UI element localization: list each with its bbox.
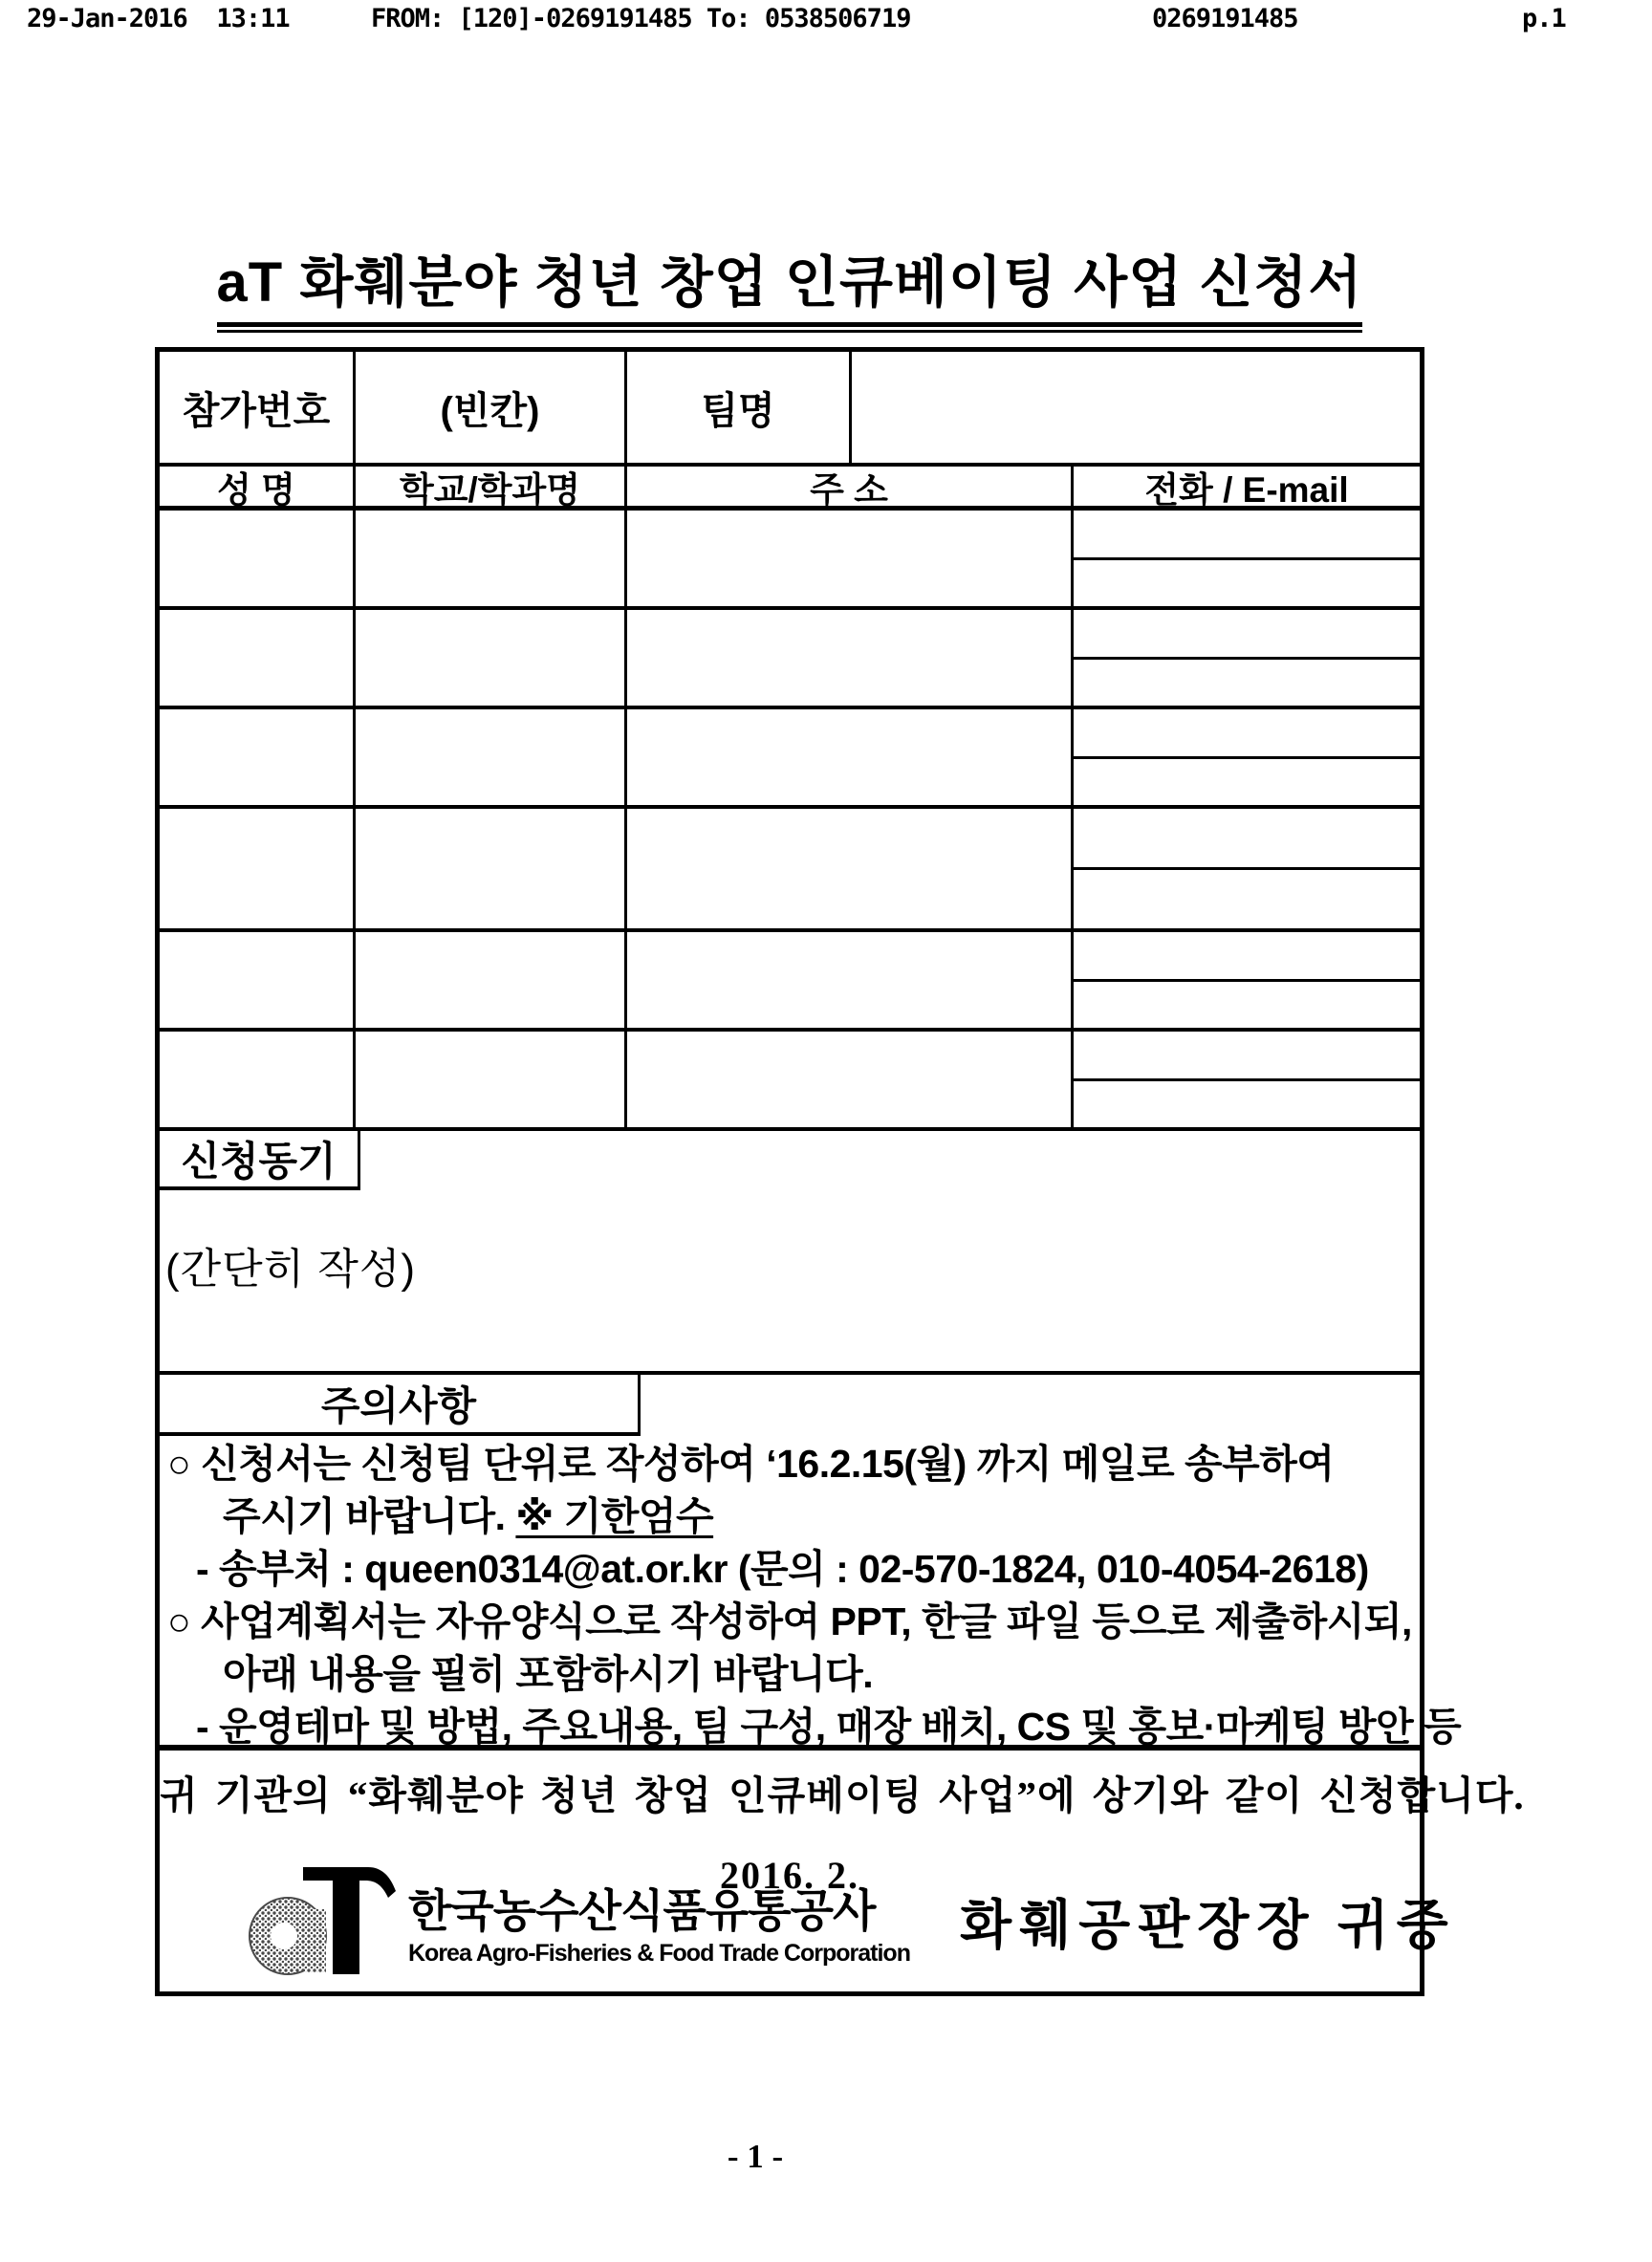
table-row: [160, 932, 1420, 1032]
member-address-cell[interactable]: [627, 932, 1074, 1028]
notice-item: [167, 1701, 1462, 1753]
organization-name-en: Korea Agro-Fisheries & Food Trade Corporation: [408, 1940, 910, 1967]
notice-item: [167, 1543, 1416, 1596]
member-email-cell[interactable]: [1074, 982, 1420, 1029]
notice-item: [167, 1596, 1416, 1648]
table-row: [160, 511, 1420, 610]
fax-number: 0269191485: [1152, 4, 1298, 33]
notice-item-text: ○ 신청서는 신청팀 단위로 작성하여 ‘16.2.15(월) 까지 메일로 송부하여: [167, 1442, 1335, 1486]
organization-names: [408, 1876, 910, 1968]
notice-item: [167, 1490, 1416, 1543]
member-contact-cell: [1074, 610, 1420, 706]
member-phone-cell[interactable]: [1074, 610, 1420, 660]
member-table-header: [160, 467, 1420, 511]
member-address-cell[interactable]: [627, 809, 1074, 928]
notice-item-text: 주시기 바랍니다.: [223, 1494, 516, 1538]
participant-no-value[interactable]: (빈칸): [356, 352, 627, 463]
member-school-cell[interactable]: [356, 709, 627, 805]
member-phone-cell[interactable]: [1074, 932, 1420, 982]
column-header-name: 성 명: [160, 467, 356, 506]
member-phone-cell[interactable]: [1074, 709, 1420, 759]
member-contact-cell: [1074, 511, 1420, 606]
column-header-address: 주 소: [627, 467, 1074, 506]
table-row: [160, 610, 1420, 709]
notice-item-text: 아래 내용을 필히 포함하시기 바랍니다.: [223, 1652, 874, 1696]
recipient-title: 화훼공판장장 귀중: [959, 1897, 1456, 1956]
notice-item: [167, 1648, 1416, 1701]
document-title-wrap: [155, 237, 1424, 333]
page-title: aT 화훼분야 청년 창업 인큐베이팅 사업 신청서: [217, 237, 1363, 327]
member-school-cell[interactable]: [356, 1032, 627, 1127]
table-row: [160, 709, 1420, 809]
member-email-cell[interactable]: [1074, 560, 1420, 607]
member-phone-cell[interactable]: [1074, 1032, 1420, 1081]
table-row: [160, 809, 1420, 932]
participant-row: [160, 352, 1420, 467]
title-double-underline: [217, 237, 1363, 333]
notice-item-text: - 운영테마 및 방법, 주요내용, 팀 구성, 매장 배치, CS 및 홍보·마케팅 방안 등: [196, 1705, 1462, 1749]
team-name-label: 팀명: [627, 352, 852, 463]
deadline-underlined-text: ※ 기한엄수: [515, 1494, 714, 1538]
notice-label-row: [160, 1375, 1420, 1432]
member-email-cell[interactable]: [1074, 1081, 1420, 1128]
member-name-cell[interactable]: [160, 932, 356, 1028]
member-address-cell[interactable]: [627, 610, 1074, 706]
application-form-table: [155, 347, 1525, 1996]
member-name-cell[interactable]: [160, 610, 356, 706]
member-contact-cell: [1074, 809, 1420, 928]
member-address-cell[interactable]: [627, 1032, 1074, 1127]
fax-from-to: FROM: [120]-0269191485 To: 0538506719: [371, 4, 911, 33]
motivation-hint: (간단히 작성): [165, 1246, 417, 1293]
column-header-school: 학교/학과명: [356, 467, 627, 506]
member-school-cell[interactable]: [356, 932, 627, 1028]
participant-no-label: 참가번호: [160, 352, 356, 463]
column-header-phone-email: 전화 / E-mail: [1144, 469, 1349, 510]
member-email-cell[interactable]: [1074, 759, 1420, 806]
member-school-cell[interactable]: [356, 511, 627, 606]
motivation-label-tab: 신청동기: [160, 1131, 360, 1190]
closing-date: 2016. 2.: [720, 1854, 859, 1897]
member-phone-cell[interactable]: [1074, 511, 1420, 560]
member-contact-cell: [1074, 932, 1420, 1028]
member-name-cell[interactable]: [160, 1032, 356, 1127]
member-phone-cell[interactable]: [1074, 809, 1420, 870]
notice-list: [160, 1432, 1462, 1751]
member-name-cell[interactable]: [160, 809, 356, 928]
organization-name-kr: 한국농수산식품유통공사: [408, 1885, 876, 1936]
member-address-cell[interactable]: [627, 511, 1074, 606]
organization-block: [244, 1865, 1456, 1978]
notice-label-tab: 주의사항: [160, 1375, 641, 1436]
fax-page-indicator: p.1: [1522, 4, 1566, 33]
member-email-cell[interactable]: [1074, 870, 1420, 928]
motivation-section[interactable]: [160, 1131, 1420, 1375]
member-name-cell[interactable]: [160, 511, 356, 606]
fax-datetime: 29-Jan-2016 13:11: [27, 4, 290, 33]
member-school-cell[interactable]: [356, 809, 627, 928]
member-address-cell[interactable]: [627, 709, 1074, 805]
closing-statement: 귀 기관의 “화훼분야 청년 창업 인큐베이팅 사업”에 상기와 같이 신청합니다.: [160, 1773, 1525, 1817]
member-contact-cell: [1074, 1032, 1420, 1127]
member-contact-cell: [1074, 709, 1420, 805]
page-number: - 1 -: [727, 2138, 784, 2175]
member-email-cell[interactable]: [1074, 660, 1420, 707]
notice-item-text: ○ 사업계획서는 자유양식으로 작성하여 PPT, 한글 파일 등으로 제출하시되,: [167, 1599, 1412, 1643]
notice-item-text: - 송부처 : queen0314@at.or.kr (문의 : 02-570-1824, 010-4054-2618): [196, 1547, 1369, 1591]
member-name-cell[interactable]: [160, 709, 356, 805]
closing-section: [160, 1751, 1525, 1991]
member-school-cell[interactable]: [356, 610, 627, 706]
team-name-field[interactable]: [852, 352, 1420, 463]
notice-item: [167, 1438, 1416, 1490]
at-corporation-logo-icon: [244, 1865, 399, 1978]
table-row: [160, 1032, 1420, 1131]
